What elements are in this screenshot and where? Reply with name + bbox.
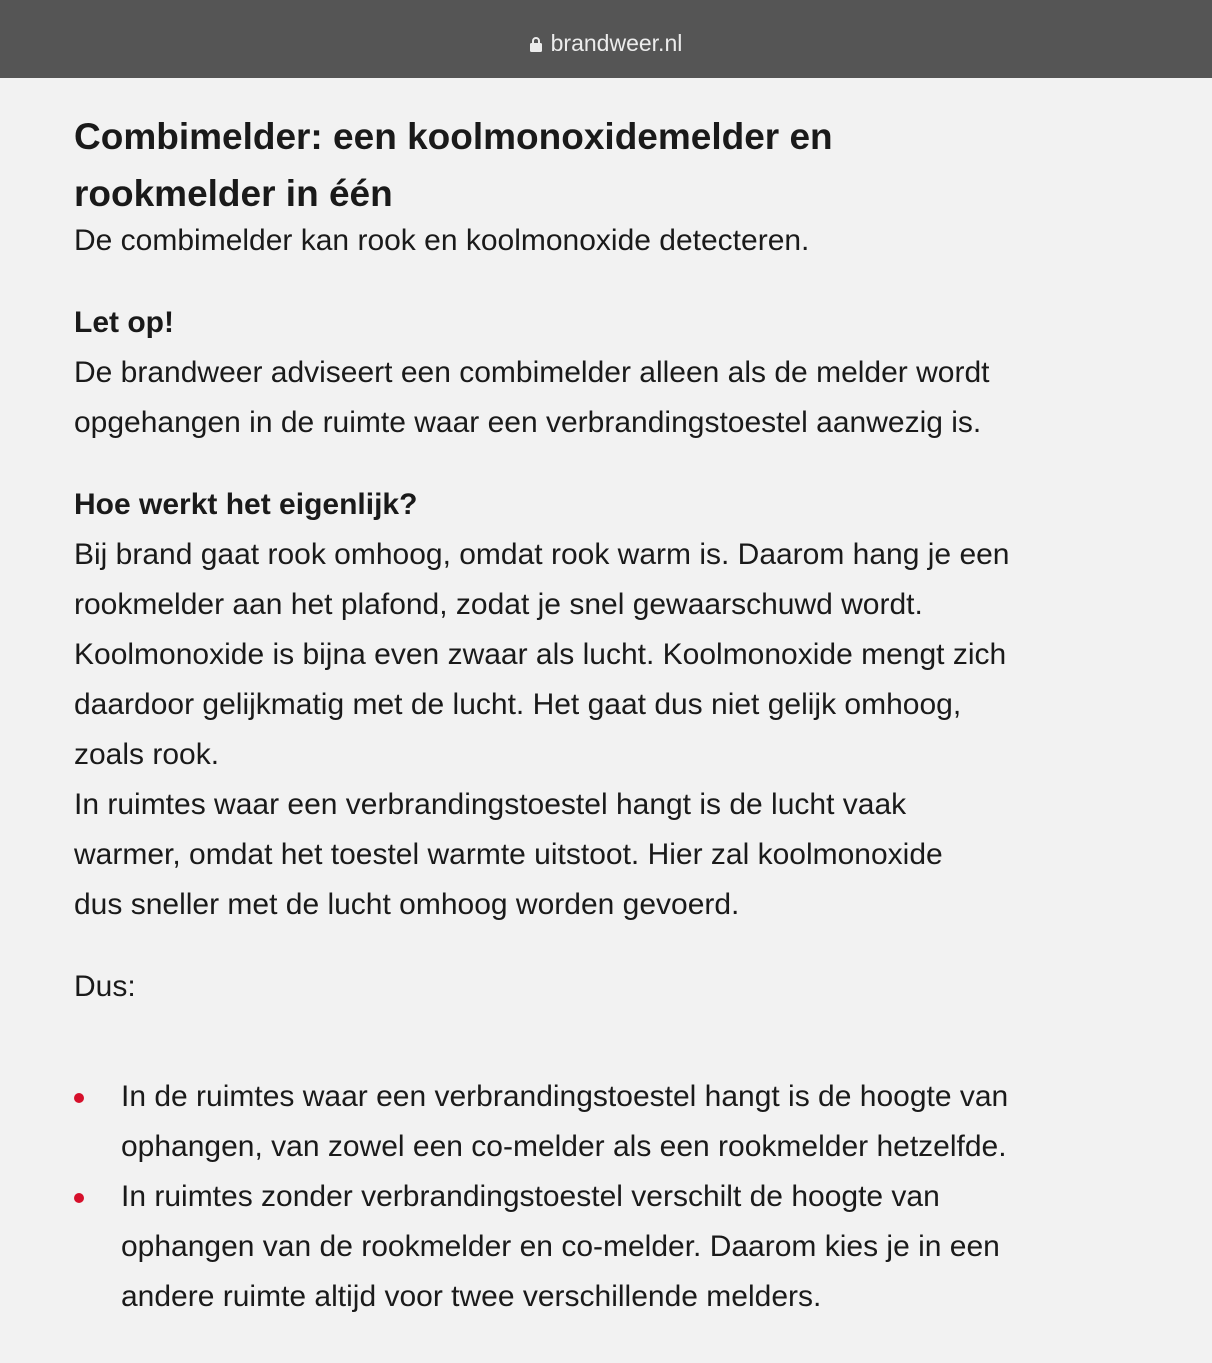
how-line: Koolmonoxide is bijna even zwaar als lucht. Koolmonoxide mengt zich [74, 638, 1007, 671]
title-line: rookmelder in één [74, 173, 393, 214]
bullet-icon [74, 1193, 84, 1203]
browser-address-bar[interactable] [0, 0, 1212, 78]
url-text: brandweer.nl [550, 29, 683, 56]
list-item [74, 1072, 1184, 1172]
title-line: Combimelder: een koolmonoxidemelder en [74, 116, 833, 157]
bullet-line: In de ruimtes waar een verbrandingstoestel hangt is de hoogte van [121, 1080, 1009, 1113]
bullet-line: In ruimtes zonder verbrandingstoestel verschilt de hoogte van [121, 1180, 940, 1213]
how-line: daardoor gelijkmatig met de lucht. Het gaat dus niet gelijk omhoog, [74, 688, 962, 721]
notice-heading: Let op! [74, 306, 174, 339]
how-line: zoals rook. [74, 738, 220, 771]
notice-line: De brandweer adviseert een combimelder alleen als de melder wordt [74, 356, 990, 389]
how-line: In ruimtes waar een verbrandingstoestel hangt is de lucht vaak [74, 788, 907, 821]
article [74, 108, 1184, 1322]
page-title [74, 108, 1184, 222]
how-line: Bij brand gaat rook omhoog, omdat rook warm is. Daarom hang je een [74, 538, 1010, 571]
list-item [74, 1172, 1184, 1322]
bullet-list [74, 1072, 1184, 1322]
bullet-line: ophangen van de rookmelder en co-melder. Daarom kies je in een [121, 1230, 1000, 1263]
how-line: dus sneller met de lucht omhoog worden gevoerd. [74, 888, 740, 921]
how-line: rookmelder aan het plafond, zodat je snel gewaarschuwd wordt. [74, 588, 923, 621]
subtitle: De combimelder kan rook en koolmonoxide detecteren. [74, 224, 810, 257]
lock-icon [530, 36, 542, 52]
bullet-icon [74, 1093, 84, 1103]
dus-label: Dus: [74, 970, 136, 1003]
notice-line: opgehangen in de ruimte waar een verbrandingstoestel aanwezig is. [74, 406, 982, 439]
bullet-line: andere ruimte altijd voor twee verschillende melders. [121, 1280, 822, 1313]
bullet-line: ophangen, van zowel een co-melder als een rookmelder hetzelfde. [121, 1130, 1007, 1163]
how-line: warmer, omdat het toestel warmte uitstoot. Hier zal koolmonoxide [74, 838, 943, 871]
how-heading: Hoe werkt het eigenlijk? [74, 488, 418, 521]
